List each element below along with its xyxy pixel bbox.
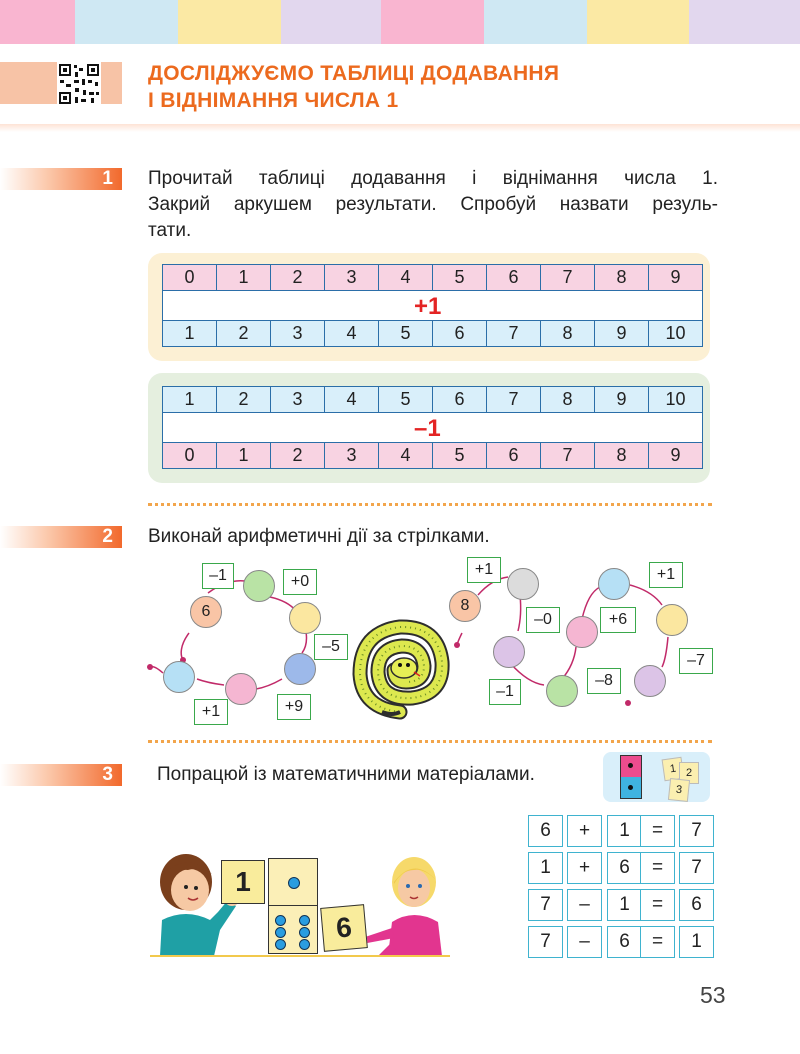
task1-text: Прочитай таблиці додавання і віднімання числа 1. Закрий аркушем результати. Спробуй назвати резуль- тати. bbox=[148, 168, 718, 241]
chain2-op-box: –7 bbox=[679, 648, 713, 674]
chain1-op-box: +0 bbox=[283, 569, 317, 595]
task-number-1: 1 bbox=[0, 168, 122, 190]
table-cell: 0 bbox=[163, 443, 217, 469]
number-card-left: 1 bbox=[221, 860, 265, 904]
table-cell: 4 bbox=[325, 387, 379, 413]
table-cell: 2 bbox=[217, 321, 271, 347]
chain2-op-box: +6 bbox=[600, 607, 636, 633]
equation-number-cell[interactable]: 1 bbox=[679, 926, 714, 958]
divider bbox=[148, 740, 712, 743]
task-number-3: 3 bbox=[0, 764, 122, 786]
page-number: 53 bbox=[700, 982, 726, 1008]
chain2-op-box: –0 bbox=[526, 607, 560, 633]
chain1-op-box: –5 bbox=[314, 634, 348, 660]
snake-illustration bbox=[352, 612, 452, 722]
table-cell: 2 bbox=[271, 443, 325, 469]
equation-number-cell[interactable]: 6 bbox=[607, 926, 642, 958]
table-cell: 7 bbox=[487, 321, 541, 347]
chain2-circle[interactable] bbox=[507, 568, 539, 600]
small-number-card: 3 bbox=[668, 778, 690, 802]
equation-number-cell[interactable]: 1 bbox=[528, 852, 563, 884]
chain1-circle[interactable] bbox=[289, 602, 321, 634]
table-cell: 4 bbox=[325, 321, 379, 347]
chain2-op-box: +1 bbox=[467, 557, 501, 583]
table-cell: 3 bbox=[325, 265, 379, 291]
small-number-card: 1 bbox=[662, 757, 685, 782]
equation-operator-cell[interactable]: = bbox=[640, 889, 675, 921]
table-cell: 1 bbox=[217, 443, 271, 469]
table-cell: 7 bbox=[487, 387, 541, 413]
chain1-circle[interactable] bbox=[225, 673, 257, 705]
equation-operator-cell[interactable]: = bbox=[640, 926, 675, 958]
table-cell: 7 bbox=[541, 443, 595, 469]
table-cell: 8 bbox=[595, 443, 649, 469]
equation-operator-cell[interactable]: = bbox=[640, 852, 675, 884]
table-cell: 8 bbox=[541, 387, 595, 413]
ground-line bbox=[150, 955, 450, 957]
table-cell: 7 bbox=[541, 265, 595, 291]
equation-number-cell[interactable]: 6 bbox=[528, 815, 563, 847]
chain1-circle[interactable] bbox=[284, 653, 316, 685]
table-cell: 6 bbox=[433, 321, 487, 347]
chain1-circle[interactable] bbox=[163, 661, 195, 693]
chain2-circle[interactable] bbox=[493, 636, 525, 668]
header-rule bbox=[0, 124, 800, 132]
table-cell: 9 bbox=[649, 443, 703, 469]
chain2-op-box: –8 bbox=[587, 668, 621, 694]
equation-number-cell[interactable]: 1 bbox=[607, 815, 642, 847]
table-cell: 9 bbox=[595, 387, 649, 413]
table-cell: 6 bbox=[487, 443, 541, 469]
table-cell: 6 bbox=[487, 265, 541, 291]
page-title: ДОСЛІДЖУЄМО ТАБЛИЦІ ДОДАВАННЯ І ВІДНІМАННЯ ЧИСЛА 1 bbox=[148, 62, 560, 112]
table-cell: 6 bbox=[433, 387, 487, 413]
chain2-circle[interactable] bbox=[546, 675, 578, 707]
chain2-circle[interactable] bbox=[634, 665, 666, 697]
chain2-circle[interactable] bbox=[598, 568, 630, 600]
table-cell: 10 bbox=[649, 387, 703, 413]
equation-number-cell[interactable]: 7 bbox=[528, 889, 563, 921]
number-card-right: 6 bbox=[320, 904, 368, 952]
materials-badge[interactable] bbox=[603, 752, 710, 802]
chain1-op-box: +1 bbox=[194, 699, 228, 725]
chain1-op-box: –1 bbox=[202, 563, 234, 589]
chain2-circle[interactable] bbox=[656, 604, 688, 636]
qr-code-icon[interactable] bbox=[57, 62, 101, 106]
addition-operator: +1 bbox=[414, 293, 442, 320]
domino-card bbox=[268, 858, 318, 954]
table-cell: 0 bbox=[163, 265, 217, 291]
equation-number-cell[interactable]: 6 bbox=[679, 889, 714, 921]
equation-operator-cell[interactable]: + bbox=[567, 815, 602, 847]
divider bbox=[148, 503, 712, 506]
table-cell: 3 bbox=[271, 321, 325, 347]
domino-icon bbox=[620, 755, 642, 799]
equation-operator-cell[interactable]: – bbox=[567, 926, 602, 958]
table-cell: 1 bbox=[163, 387, 217, 413]
table-cell: 2 bbox=[217, 387, 271, 413]
task-number-2: 2 bbox=[0, 526, 122, 548]
equation-operator-cell[interactable]: + bbox=[567, 852, 602, 884]
table-cell: 3 bbox=[325, 443, 379, 469]
equation-operator-cell[interactable]: = bbox=[640, 815, 675, 847]
equation-number-cell[interactable]: 1 bbox=[607, 889, 642, 921]
small-number-card: 2 bbox=[679, 762, 699, 784]
chain2-op-box: –1 bbox=[489, 679, 521, 705]
table-cell: 9 bbox=[595, 321, 649, 347]
table-cell: 8 bbox=[541, 321, 595, 347]
task2-text: Виконай арифметичні дії за стрілками. bbox=[148, 526, 490, 547]
table-cell: 9 bbox=[649, 265, 703, 291]
table-cell: 5 bbox=[379, 387, 433, 413]
table-cell: 4 bbox=[379, 443, 433, 469]
chain1-circle[interactable] bbox=[243, 570, 275, 602]
table-cell: 3 bbox=[271, 387, 325, 413]
table-cell: 5 bbox=[379, 321, 433, 347]
equation-operator-cell[interactable]: – bbox=[567, 889, 602, 921]
equation-number-cell[interactable]: 7 bbox=[528, 926, 563, 958]
table-cell: 5 bbox=[433, 265, 487, 291]
table-cell: 10 bbox=[649, 321, 703, 347]
table-cell: 4 bbox=[379, 265, 433, 291]
equation-number-cell[interactable]: 7 bbox=[679, 852, 714, 884]
chain2-start-circle[interactable]: 8 bbox=[449, 590, 481, 622]
task3-text: Попрацюй із математичними матеріалами. bbox=[157, 764, 535, 785]
table-cell: 2 bbox=[271, 265, 325, 291]
equation-number-cell[interactable]: 6 bbox=[607, 852, 642, 884]
chain1-op-box: +9 bbox=[277, 694, 311, 720]
table-cell: 5 bbox=[433, 443, 487, 469]
chain1-start-circle[interactable]: 6 bbox=[190, 596, 222, 628]
chain2-circle[interactable] bbox=[566, 616, 598, 648]
subtraction-operator: –1 bbox=[414, 415, 441, 442]
table-cell: 1 bbox=[163, 321, 217, 347]
equation-number-cell[interactable]: 7 bbox=[679, 815, 714, 847]
table-cell: 8 bbox=[595, 265, 649, 291]
chain2-op-box: +1 bbox=[649, 562, 683, 588]
table-cell: 1 bbox=[217, 265, 271, 291]
